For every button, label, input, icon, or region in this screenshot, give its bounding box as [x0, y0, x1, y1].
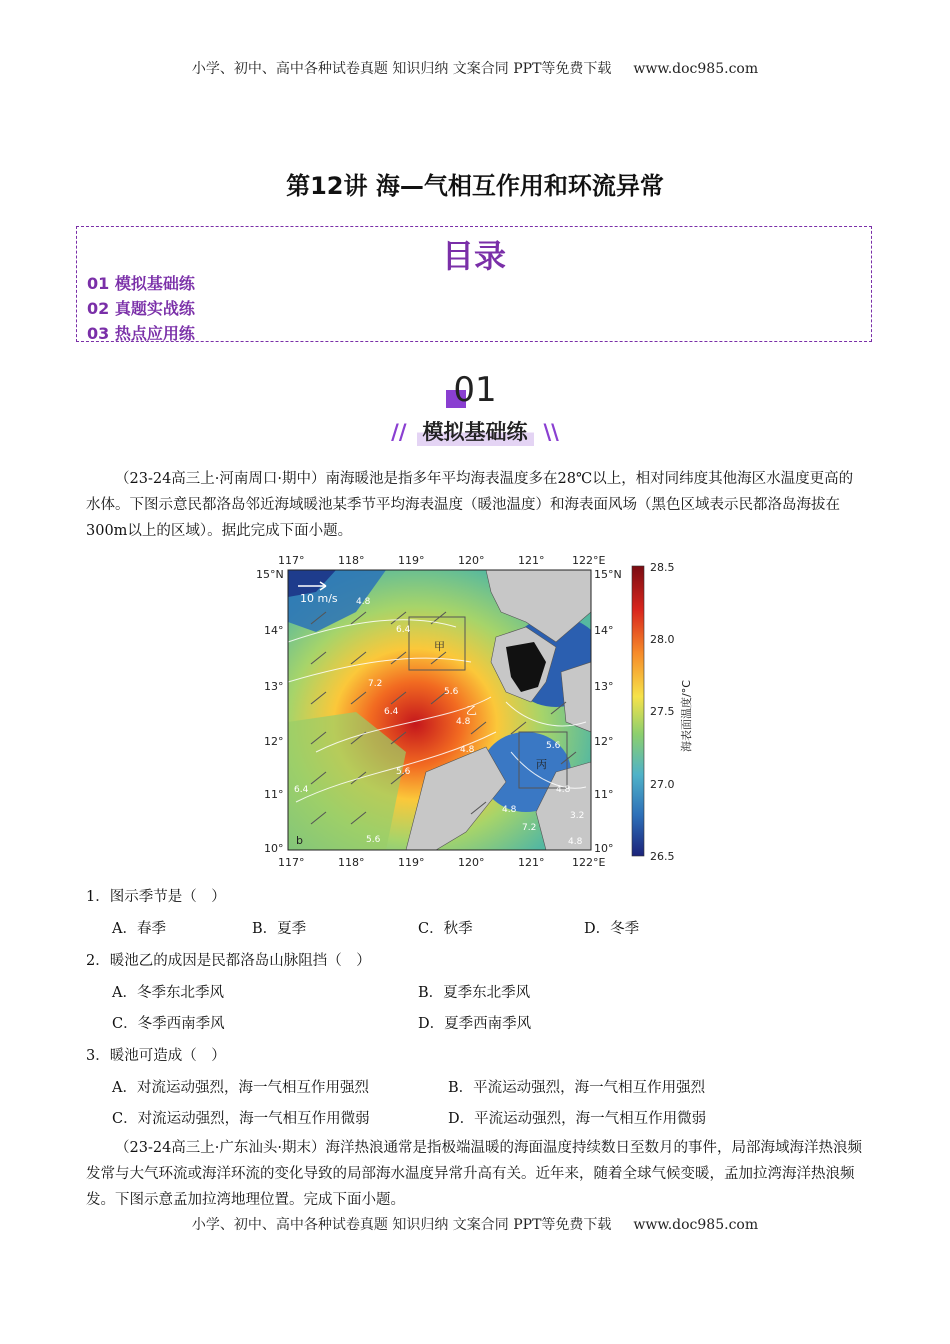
page-header [0, 58, 950, 78]
colorbar-label: 海表面温度/°C [680, 680, 693, 752]
lon-label: 122°E [572, 554, 606, 567]
lon-label: 119° [398, 856, 425, 869]
question-1-stem: 1．图示季节是（ ） [86, 889, 226, 905]
lon-label: 117° [278, 856, 305, 869]
lat-labels-left [256, 568, 284, 855]
lat-label: 14° [594, 624, 614, 637]
table-of-contents [76, 226, 872, 342]
map-svg [256, 552, 702, 870]
toc-heading: 目录 [441, 237, 506, 275]
q2-option-b[interactable]: B．夏季东北季风 [418, 985, 531, 1001]
contour-label: 7.2 [522, 823, 537, 833]
q2-option-a[interactable]: A．冬季东北季风 [112, 985, 224, 1001]
footer-text: 小学、初中、高中各种试卷真题 知识归纳 文案合同 PPT等免费下载 [191, 1217, 612, 1233]
sst-wind-map [256, 552, 702, 870]
lat-label: 12° [594, 735, 614, 748]
toc-item-3[interactable]: 03 热点应用练 [87, 324, 195, 343]
colorbar [632, 561, 693, 863]
region-bing: 丙 [536, 758, 547, 771]
page-footer [0, 1214, 950, 1234]
lon-label: 121° [518, 554, 545, 567]
lat-label: 11° [594, 788, 614, 801]
q3-option-a[interactable]: A．对流运动强烈，海一气相互作用强烈 [112, 1080, 369, 1096]
section-label: 模拟基础练 [417, 416, 534, 446]
contour-label: 4.8 [456, 717, 471, 727]
wind-scale-label: 10 m/s [300, 592, 338, 605]
colorbar-tick: 28.0 [650, 633, 675, 646]
question-2-stem: 2．暖池乙的成因是民都洛岛山脉阻挡（ ） [86, 953, 371, 969]
footer-site[interactable]: www.doc985.com [633, 1217, 759, 1233]
contour-label: 6.4 [384, 707, 399, 717]
header-text: 小学、初中、高中各种试卷真题 知识归纳 文案合同 PPT等免费下载 [191, 61, 612, 77]
region-yi: 乙 [466, 704, 477, 717]
lon-label: 120° [458, 856, 485, 869]
colorbar-tick: 27.0 [650, 778, 675, 791]
lon-label: 120° [458, 554, 485, 567]
lat-label: 13° [264, 680, 284, 693]
lat-labels-right [594, 568, 622, 855]
section-number: 01 [453, 370, 497, 410]
contour-label: 5.6 [546, 741, 561, 751]
colorbar-tick: 27.5 [650, 705, 675, 718]
contour-label: 4.8 [502, 805, 517, 815]
contour-label: 4.8 [356, 597, 371, 607]
question-3-stem: 3．暖池可造成（ ） [86, 1048, 226, 1064]
lat-label: 10° [594, 842, 614, 855]
colorbar-tick: 26.5 [650, 850, 675, 863]
q2-option-c[interactable]: C．冬季西南季风 [112, 1016, 225, 1032]
colorbar-tick: 28.5 [650, 561, 675, 574]
lon-label: 119° [398, 554, 425, 567]
contour-label: 4.8 [568, 837, 583, 847]
q1-option-c[interactable]: C．秋季 [418, 921, 473, 937]
q1-option-a[interactable]: A．春季 [112, 921, 166, 937]
q3-option-b[interactable]: B．平流运动强烈，海一气相互作用强烈 [448, 1080, 706, 1096]
contour-label: 5.6 [366, 835, 381, 845]
toc-item-1[interactable]: 01 模拟基础练 [87, 274, 195, 293]
lon-label: 122°E [572, 856, 606, 869]
contour-label: 5.6 [396, 767, 411, 777]
contour-label: 6.4 [294, 785, 309, 795]
map-body [288, 570, 606, 850]
lat-label: 15°N [256, 568, 284, 581]
lon-label: 121° [518, 856, 545, 869]
q1-option-b[interactable]: B．夏季 [252, 921, 307, 937]
lon-labels-top [278, 554, 605, 567]
panel-label: b [296, 834, 303, 847]
lat-label: 14° [264, 624, 284, 637]
header-site[interactable]: www.doc985.com [633, 61, 759, 77]
lat-label: 10° [264, 842, 284, 855]
contour-label: 5.6 [444, 687, 459, 697]
q1-option-d[interactable]: D．冬季 [584, 921, 640, 937]
contour-label: 4.8 [460, 745, 475, 755]
q3-option-c[interactable]: C．对流运动强烈，海一气相互作用微弱 [112, 1111, 370, 1127]
contour-label: 3.2 [570, 811, 585, 821]
toc-item-2[interactable]: 02 真题实战练 [87, 299, 195, 318]
slash-decoration-right: \\ [543, 420, 559, 444]
contour-label: 4.8 [556, 785, 571, 795]
section-label-row [0, 416, 950, 446]
lon-label: 117° [278, 554, 305, 567]
contour-label: 7.2 [368, 679, 383, 689]
passage-1: （23-24高三上·河南周口·期中）南海暖池是指多年平均海表温度多在28℃以上，相对同纬度其他海区水温度更高的水体。下图示意民都洛岛邻近海域暖池某季节平均海表温度（暖池温度）和海表面风场（黑色区域表示民都洛岛海拔在300m以上的区域）。据此完成下面小题。 [86, 471, 854, 539]
lon-label: 118° [338, 856, 365, 869]
passage-2: （23-24高三上·广东汕头·期末）海洋热浪通常是指极端温暖的海面温度持续数日至数月的事件，局部海域海洋热浪频发常与大气环流或海洋环流的变化导致的局部海水温度异常升高有关。近年来，随着全球气候变暖，孟加拉湾海洋热浪频发。下图示意孟加拉湾地理位置。完成下面小题。 [86, 1140, 863, 1208]
lat-label: 11° [264, 788, 284, 801]
page-title: 第12讲 海—气相互作用和环流异常 [286, 172, 664, 200]
lon-labels-bottom [278, 856, 605, 869]
q3-option-d[interactable]: D．平流运动强烈，海一气相互作用微弱 [448, 1111, 707, 1127]
lat-label: 12° [264, 735, 284, 748]
lat-label: 15°N [594, 568, 622, 581]
region-jia: 甲 [434, 640, 445, 653]
q2-option-d[interactable]: D．夏季西南季风 [418, 1016, 532, 1032]
slash-decoration-left: // [391, 420, 407, 444]
contour-label: 6.4 [396, 625, 411, 635]
lon-label: 118° [338, 554, 365, 567]
lat-label: 13° [594, 680, 614, 693]
